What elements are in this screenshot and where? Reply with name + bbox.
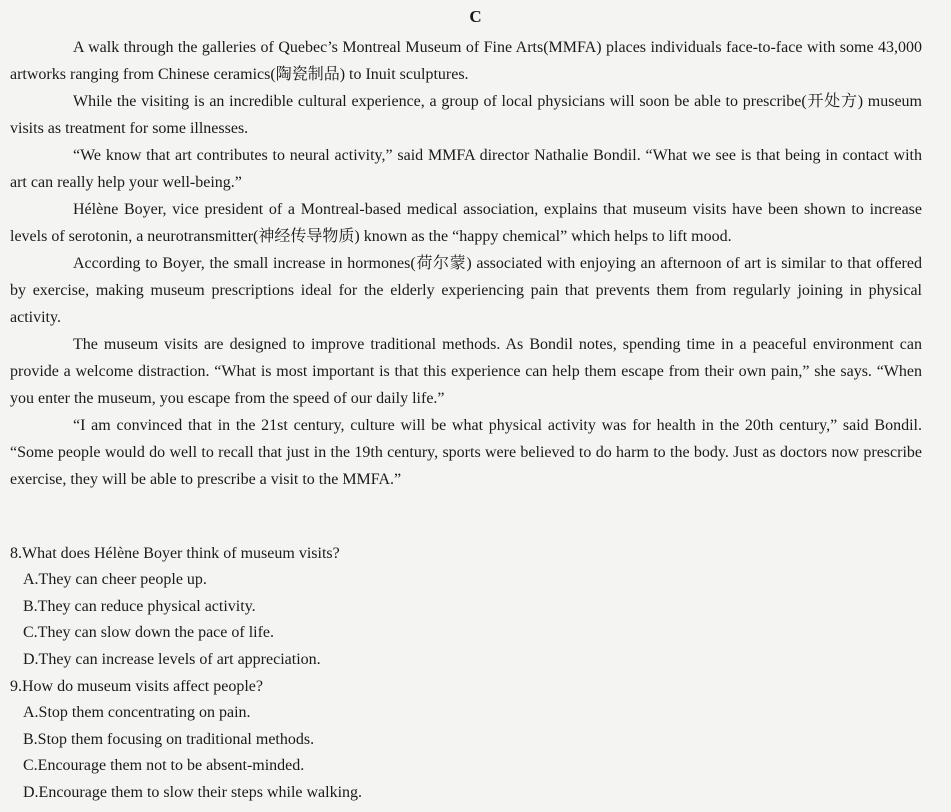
- answer-option: B.Stop them focusing on traditional methods.: [23, 730, 315, 748]
- section-title: C: [469, 7, 482, 26]
- answer-option: D.They can increase levels of art appreciation.: [23, 650, 321, 668]
- answer-option: A.Stop them concentrating on pain.: [23, 704, 251, 721]
- answer-option: C.They can slow down the pace of life.: [23, 624, 275, 641]
- answer-option: B.They can reduce physical activity.: [23, 597, 256, 615]
- paragraph: Hélène Boyer, vice president of a Montreal-based medical association, explains that museum visits have been shown to increase levels of serotonin, a neurotransmitter(神经传导物质) known as the “happy chemical” which helps to lift mood.: [10, 201, 922, 245]
- paragraph: A walk through the galleries of Quebec’s Montreal Museum of Fine Arts(MMFA) places individuals face-to-face with some 43,000 artworks ranging from Chinese ceramics(陶瓷制品) to Inuit sculptures.: [10, 39, 922, 83]
- reading-passage: [10, 34, 922, 493]
- paragraph: While the visiting is an incredible cultural experience, a group of local physicians will soon be able to prescribe(开处方) museum visits as treatment for some illnesses.: [10, 93, 922, 137]
- question-stem: 8.What does Hélène Boyer think of museum visits?: [10, 545, 340, 562]
- answer-option: D.Encourage them to slow their steps while walking.: [23, 783, 363, 801]
- question-stem: 9.How do museum visits affect people?: [10, 678, 263, 695]
- paragraph: “We know that art contributes to neural activity,” said MMFA director Nathalie Bondil. “What we see is that being in contact with art can really help your well-being.”: [10, 147, 922, 191]
- paragraph: According to Boyer, the small increase in hormones(荷尔蒙) associated with enjoying an afternoon of art is similar to that offered by exercise, making museum prescriptions ideal for the elderly experiencing pain that prevents them from regularly joining in physical activity.: [10, 255, 922, 326]
- paragraph: “I am convinced that in the 21st century, culture will be what physical activity was for health in the 20th century,” said Bondil. “Some people would do well to recall that just in the 19th century, sports were believed to do harm to the body. Just as doctors now prescribe exercise, they will be able to prescribe a visit to the MMFA.”: [10, 417, 922, 488]
- question-list: [10, 540, 922, 806]
- answer-option: C.Encourage them not to be absent-minded.: [23, 757, 305, 774]
- paragraph: The museum visits are designed to improve traditional methods. As Bondil notes, spending time in a peaceful environment can provide a welcome distraction. “What is most important is that this experience can help them escape from their own pain,” she says. “When you enter the museum, you escape from the speed of our daily life.”: [10, 336, 922, 407]
- answer-option: A.They can cheer people up.: [23, 571, 207, 588]
